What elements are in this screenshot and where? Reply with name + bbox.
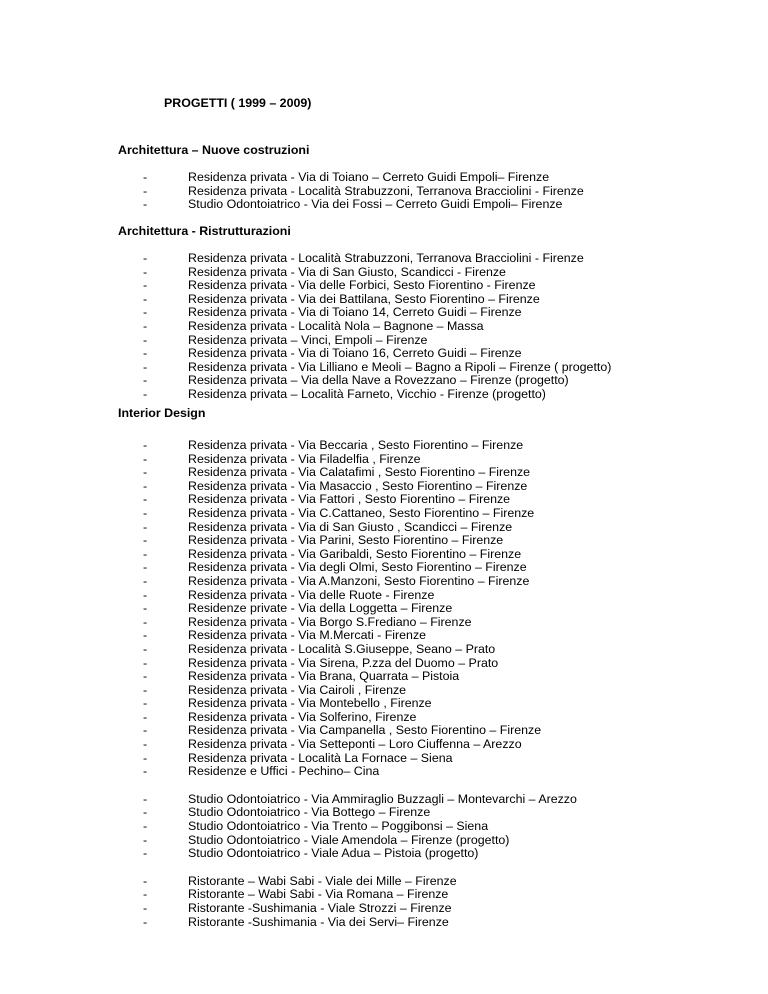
dash-bullet-icon: - — [143, 587, 148, 602]
dash-bullet-icon: - — [143, 478, 148, 493]
dash-bullet-icon: - — [143, 278, 148, 293]
list-item-text: Residenza privata - Via Masaccio , Sesto Fiorentino – Firenze — [188, 478, 528, 493]
list-item — [118, 765, 577, 779]
dash-bullet-icon: - — [143, 805, 148, 820]
list-item-text: Residenze e Uffici - Pechino– Cina — [188, 764, 380, 779]
list-item-text: Residenza privata - Via dei Battilana, Sesto Fiorentino – Firenze — [188, 291, 540, 306]
page-title: PROGETTI ( 1999 – 2009) — [164, 96, 312, 110]
list-item — [118, 684, 577, 698]
dash-bullet-icon: - — [143, 170, 148, 184]
list-item-text: Studio Odontoiatrico - Via dei Fossi – Cerreto Guidi Empoli– Firenze — [188, 197, 563, 212]
list-item-text: Studio Odontoiatrico - Via Bottego – Firenze — [188, 805, 431, 820]
list-item — [118, 589, 577, 603]
list-item-text: Residenza privata - Località S.Giuseppe, Seano – Prato — [188, 641, 496, 656]
item-list — [118, 252, 611, 402]
list-item — [118, 670, 577, 684]
list-item — [118, 616, 577, 630]
list-item-text: Residenza privata – Vinci, Empoli – Firenze — [188, 332, 428, 347]
list-item — [118, 185, 584, 199]
dash-bullet-icon: - — [143, 723, 148, 738]
list-item-text: Residenza privata - Località Strabuzzoni, Terranova Bracciolini - Firenze — [188, 183, 584, 198]
dash-bullet-icon: - — [143, 791, 148, 806]
dash-bullet-icon: - — [143, 669, 148, 684]
dash-bullet-icon: - — [143, 601, 148, 616]
section-nuove-costruzioni — [118, 143, 584, 212]
item-list — [118, 171, 584, 212]
list-item-text: Residenza privata - Via Brana, Quarrata – Pistoia — [188, 669, 460, 684]
list-item-text: Residenza privata - Via Solferino, Firenze — [188, 709, 417, 724]
dash-bullet-icon: - — [143, 197, 148, 212]
item-list — [118, 793, 577, 861]
dash-bullet-icon: - — [143, 628, 148, 643]
section-interior-design — [118, 406, 577, 929]
section-heading: Interior Design — [118, 406, 206, 420]
list-item-text: Residenza privata - Località Nola – Bagnone – Massa — [188, 318, 484, 333]
list-item-text: Residenza privata - Via C.Cattaneo, Sesto Fiorentino – Firenze — [188, 505, 535, 520]
list-item — [118, 453, 577, 467]
list-item — [118, 439, 577, 453]
dash-bullet-icon: - — [143, 492, 148, 507]
dash-bullet-icon: - — [143, 846, 148, 861]
item-list — [118, 439, 577, 779]
dash-bullet-icon: - — [143, 465, 148, 480]
section-heading: Architettura – Nuove costruzioni — [118, 143, 310, 157]
section-heading: Architettura - Ristrutturazioni — [118, 224, 291, 238]
dash-bullet-icon: - — [143, 873, 148, 888]
dash-bullet-icon: - — [143, 764, 148, 779]
list-item-text: Residenza privata - Via A.Manzoni, Sesto Fiorentino – Firenze — [188, 573, 530, 588]
dash-bullet-icon: - — [143, 641, 148, 656]
list-item — [118, 643, 577, 657]
list-item-text: Residenza privata - Località La Fornace – Siena — [188, 750, 453, 765]
list-item-text: Residenza privata - Via degli Olmi, Sesto Fiorentino – Firenze — [188, 560, 527, 575]
dash-bullet-icon: - — [143, 887, 148, 902]
dash-bullet-icon: - — [143, 451, 148, 466]
list-item-text: Studio Odontoiatrico - Viale Adua – Pistoia (progetto) — [188, 846, 479, 861]
dash-bullet-icon: - — [143, 438, 148, 452]
list-item-text: Ristorante – Wabi Sabi - Via Romana – Firenze — [188, 887, 449, 902]
dash-bullet-icon: - — [143, 519, 148, 534]
list-item-text: Studio Odontoiatrico - Via Trento – Poggibonsi – Siena — [188, 819, 489, 834]
dash-bullet-icon: - — [143, 305, 148, 320]
dash-bullet-icon: - — [143, 183, 148, 198]
list-item — [118, 521, 577, 535]
dash-bullet-icon: - — [143, 533, 148, 548]
list-item-text: Residenza privata - Via Sirena, P.zza del Duomo – Prato — [188, 655, 499, 670]
list-item-text: Residenza privata - Via M.Mercati - Firenze — [188, 628, 427, 643]
list-item-text: Residenza privata - Via di Toiano – Cerreto Guidi Empoli– Firenze — [188, 170, 550, 184]
list-item — [118, 793, 577, 807]
list-item-text: Ristorante -Sushimania - Via dei Servi– Firenze — [188, 914, 449, 929]
list-item-text: Residenza privata - Via Cairoli , Firenze — [188, 682, 407, 697]
list-item-text: Residenza privata - Località Strabuzzoni, Terranova Bracciolini - Firenze — [188, 251, 584, 265]
list-item — [118, 493, 577, 507]
list-item — [118, 361, 611, 375]
list-item — [118, 902, 577, 916]
list-item-text: Residenza privata - Via Calatafimi , Sesto Fiorentino – Firenze — [188, 465, 531, 480]
list-item — [118, 724, 577, 738]
list-item — [118, 306, 611, 320]
list-item — [118, 806, 577, 820]
list-item — [118, 171, 584, 185]
list-item — [118, 320, 611, 334]
dash-bullet-icon: - — [143, 386, 148, 401]
list-item — [118, 480, 577, 494]
list-item — [118, 888, 577, 902]
dash-bullet-icon: - — [143, 359, 148, 374]
dash-bullet-icon: - — [143, 291, 148, 306]
dash-bullet-icon: - — [143, 560, 148, 575]
list-item — [118, 279, 611, 293]
dash-bullet-icon: - — [143, 346, 148, 361]
list-item-text: Residenza privata - Via di San Giusto, Scandicci - Firenze — [188, 264, 506, 279]
list-item-text: Ristorante -Sushimania - Viale Strozzi – Firenze — [188, 901, 452, 915]
list-item-text: Residenza privata - Via Setteponti – Loro Ciuffenna – Arezzo — [188, 737, 522, 752]
list-item-text: Residenza privata - Via Fattori , Sesto Fiorentino – Firenze — [188, 492, 511, 507]
section-ristrutturazioni — [118, 224, 611, 402]
list-item — [118, 466, 577, 480]
dash-bullet-icon: - — [143, 332, 148, 347]
list-item-text: Residenza privata - Via Parini, Sesto Fiorentino – Firenze — [188, 533, 504, 548]
dash-bullet-icon: - — [143, 373, 148, 388]
list-item-text: Residenza privata – Località Farneto, Vicchio - Firenze (progetto) — [188, 386, 546, 401]
list-item — [118, 602, 577, 616]
list-item-text: Residenza privata - Via di Toiano 14, Cerreto Guidi – Firenze — [188, 305, 522, 320]
list-item-text: Residenza privata - Via Beccaria , Sesto Fiorentino – Firenze — [188, 438, 524, 452]
dash-bullet-icon: - — [143, 655, 148, 670]
list-item — [118, 916, 577, 930]
list-item-text: Residenza privata - Via Lilliano e Meoli – Bagno a Ripoli – Firenze ( progetto) — [188, 359, 612, 374]
list-item — [118, 820, 577, 834]
list-item — [118, 847, 577, 861]
list-item-text: Residenza privata - Via Filadelfia , Firenze — [188, 451, 421, 466]
list-item-text: Residenza privata - Via di San Giusto , Scandicci – Firenze — [188, 519, 513, 534]
list-item-text: Residenza privata - Via Garibaldi, Sesto Fiorentino – Firenze — [188, 546, 522, 561]
dash-bullet-icon: - — [143, 709, 148, 724]
list-item-text: Ristorante – Wabi Sabi - Viale dei Mille – Firenze — [188, 873, 457, 888]
list-item — [118, 711, 577, 725]
dash-bullet-icon: - — [143, 614, 148, 629]
list-item — [118, 548, 577, 562]
list-item — [118, 752, 577, 766]
list-item-text: Residenza privata - Via delle Forbici, Sesto Fiorentino - Firenze — [188, 278, 536, 293]
dash-bullet-icon: - — [143, 819, 148, 834]
item-list — [118, 875, 577, 929]
list-item — [118, 534, 577, 548]
list-item-text: Residenza privata - Via Campanella , Sesto Fiorentino – Firenze — [188, 723, 542, 738]
list-item-text: Residenza privata - Via Montebello , Firenze — [188, 696, 432, 711]
dash-bullet-icon: - — [143, 696, 148, 711]
list-item — [118, 252, 611, 266]
list-item — [118, 347, 611, 361]
list-item — [118, 266, 611, 280]
list-item — [118, 334, 611, 348]
list-item — [118, 629, 577, 643]
dash-bullet-icon: - — [143, 505, 148, 520]
list-item-text: Residenza privata - Via delle Ruote - Firenze — [188, 587, 435, 602]
dash-bullet-icon: - — [143, 318, 148, 333]
list-item — [118, 834, 577, 848]
dash-bullet-icon: - — [143, 546, 148, 561]
dash-bullet-icon: - — [143, 251, 148, 265]
list-item-text: Residenza privata – Via della Nave a Rovezzano – Firenze (progetto) — [188, 373, 569, 388]
list-item-text: Residenza privata - Via Borgo S.Frediano – Firenze — [188, 614, 472, 629]
dash-bullet-icon: - — [143, 573, 148, 588]
list-item — [118, 374, 611, 388]
list-item — [118, 575, 577, 589]
dash-bullet-icon: - — [143, 832, 148, 847]
list-item-text: Studio Odontoiatrico - Via Ammiraglio Buzzagli – Montevarchi – Arezzo — [188, 791, 577, 806]
list-item — [118, 657, 577, 671]
list-item — [118, 697, 577, 711]
dash-bullet-icon: - — [143, 264, 148, 279]
list-item-text: Residenza privata - Via di Toiano 16, Cerreto Guidi – Firenze — [188, 346, 522, 361]
dash-bullet-icon: - — [143, 914, 148, 929]
list-item — [118, 738, 577, 752]
list-item — [118, 388, 611, 402]
dash-bullet-icon: - — [143, 901, 148, 915]
dash-bullet-icon: - — [143, 737, 148, 752]
dash-bullet-icon: - — [143, 682, 148, 697]
list-item — [118, 198, 584, 212]
list-item — [118, 561, 577, 575]
list-item — [118, 293, 611, 307]
list-item-text: Studio Odontoiatrico - Viale Amendola – Firenze (progetto) — [188, 832, 510, 847]
list-item — [118, 875, 577, 889]
dash-bullet-icon: - — [143, 750, 148, 765]
list-item — [118, 507, 577, 521]
list-item-text: Residenze private - Via della Loggetta – Firenze — [188, 601, 453, 616]
